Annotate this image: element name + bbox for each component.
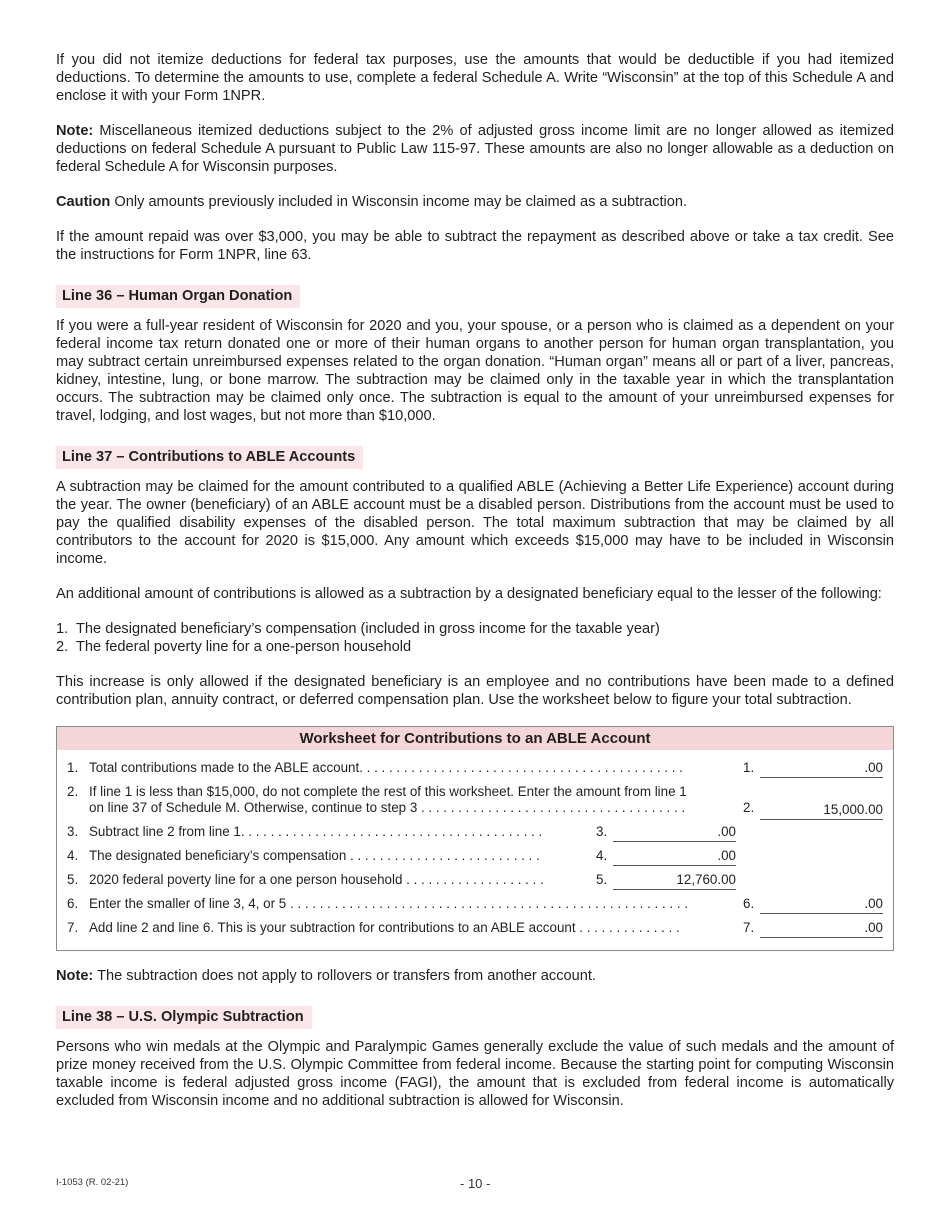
row-description-line-1: If line 1 is less than $15,000, do not complete the rest of this worksheet. Enter the amount from line 1 — [89, 784, 687, 799]
row-description: Add line 2 and line 6. This is your subtraction for contributions to an ABLE account . . . . . . . . . . . . . . — [89, 920, 680, 935]
worksheet-row-4 — [57, 844, 893, 868]
row-number: 1. — [67, 760, 79, 775]
list-item-number: 1. — [56, 621, 69, 637]
worksheet-row-3 — [57, 820, 893, 844]
able-worksheet — [56, 726, 894, 951]
worksheet-row-5 — [57, 868, 893, 892]
line-7-amount-field[interactable]: .00 — [760, 920, 883, 938]
line-label: 7. — [743, 920, 755, 935]
line-label: 3. — [596, 824, 608, 839]
line-label: 4. — [596, 848, 608, 863]
row-description: 2020 federal poverty line for a one person household . . . . . . . . . . . . . . . . . . . — [89, 872, 544, 887]
section-heading-line-38: Line 38 – U.S. Olympic Subtraction — [56, 1006, 312, 1029]
page-number: - 10 - — [460, 1176, 491, 1191]
line-4-amount-field[interactable]: .00 — [613, 848, 736, 866]
line-label: 2. — [743, 800, 755, 815]
note-label: Note: — [56, 968, 94, 984]
line-1-amount-field[interactable]: .00 — [760, 760, 883, 778]
line-37-paragraph-1: A subtraction may be claimed for the amount contributed to a qualified ABLE (Achieving a Better Life Experience) account during the year. The owner (beneficiary) of an ABLE account must be a disabled person. Distributions from the account must be used to pay the qualified disability expenses of the disabled person. The total maximum subtraction that may be claimed by all contributors to the account for 2020 is $15,000. Any amount which exceeds $15,000 may have to be included in Wisconsin income. — [56, 479, 894, 567]
worksheet-title: Worksheet for Contributions to an ABLE Account — [57, 727, 893, 750]
note-text: The subtraction does not apply to rollovers or transfers from another account. — [93, 968, 596, 984]
row-description: Total contributions made to the ABLE account. . . . . . . . . . . . . . . . . . . . . . . . . . . . . . . . . . . . . . . . . . . . — [89, 760, 683, 775]
numbered-list — [56, 620, 894, 656]
row-number: 7. — [67, 920, 79, 935]
line-37-paragraph-2: An additional amount of contributions is allowed as a subtraction by a designated beneficiary equal to the lesser of the following: — [56, 586, 882, 602]
row-description: Subtract line 2 from line 1. . . . . . . . . . . . . . . . . . . . . . . . . . . . . . . . . . . . . . . . . — [89, 824, 543, 839]
note-paragraph — [56, 122, 894, 176]
worksheet-row-2 — [57, 780, 893, 820]
section-heading-line-36: Line 36 – Human Organ Donation — [56, 285, 300, 308]
repayment-paragraph: If the amount repaid was over $3,000, you may be able to subtract the repayment as described above or take a tax credit. See the instructions for Form 1NPR, line 63. — [56, 229, 894, 263]
note-text: Miscellaneous itemized deductions subject to the 2% of adjusted gross income limit are no longer allowed as itemized deductions on federal Schedule A pursuant to Public Law 115-97. These amounts are also no longer allowable as a deduction on federal Schedule A for Wisconsin purposes. — [56, 123, 894, 175]
section-heading-line-37: Line 37 – Contributions to ABLE Accounts — [56, 446, 363, 469]
caution-label: Caution — [56, 194, 111, 210]
line-3-amount-field[interactable]: .00 — [613, 824, 736, 842]
form-identifier: I-1053 (R. 02-21) — [56, 1177, 129, 1188]
list-item-text: The designated beneficiary’s compensation (included in gross income for the taxable year) — [76, 621, 660, 637]
worksheet-row-1 — [57, 756, 893, 780]
line-label: 6. — [743, 896, 755, 911]
row-number: 6. — [67, 896, 79, 911]
document-page — [56, 51, 894, 1127]
row-description — [89, 784, 687, 816]
line-label: 1. — [743, 760, 755, 775]
intro-paragraph: If you did not itemize deductions for federal tax purposes, use the amounts that would be deductible if you had itemized deductions. To determine the amounts to use, complete a federal Schedule A. Write “Wisconsin” at the top of this Schedule A and enclose it with your Form 1NPR. — [56, 52, 894, 104]
row-number: 2. — [67, 784, 79, 799]
list-item-text: The federal poverty line for a one-person household — [76, 639, 412, 655]
caution-text: Only amounts previously included in Wisconsin income may be claimed as a subtraction. — [110, 194, 688, 210]
worksheet-row-7 — [57, 916, 893, 940]
line-6-amount-field[interactable]: .00 — [760, 896, 883, 914]
row-number: 4. — [67, 848, 79, 863]
row-number: 3. — [67, 824, 79, 839]
list-item — [56, 620, 894, 638]
line-36-text: If you were a full-year resident of Wisconsin for 2020 and you, your spouse, or a person who is claimed as a dependent on your federal income tax return donated one or more of their human organs to another person for human organ transplantation, you may subtract certain unreimbursed expenses related to the organ donation. “Human organ” means all or part of a liver, pancreas, kidney, intestine, lung, or bone marrow. The subtraction may be claimed only in the taxable year in which the transplantation occurs. The subtraction may be claimed only once. The subtraction is equal to the amount of your unreimbursed expenses for travel, lodging, and lost wages, but not more than $10,000. — [56, 318, 894, 424]
list-item — [56, 638, 894, 656]
list-item-number: 2. — [56, 639, 69, 655]
line-5-amount-field[interactable]: 12,760.00 — [613, 872, 736, 890]
rollover-note — [56, 967, 894, 985]
row-number: 5. — [67, 872, 79, 887]
caution-paragraph — [56, 193, 894, 211]
worksheet-row-6 — [57, 892, 893, 916]
row-description: The designated beneficiary’s compensation . . . . . . . . . . . . . . . . . . . . . . . . . . — [89, 848, 540, 863]
row-description: Enter the smaller of line 3, 4, or 5 . . . . . . . . . . . . . . . . . . . . . . . . . . . . . . . . . . . . . . . . . . . . . . . . . . . . . . — [89, 896, 689, 911]
note-label: Note: — [56, 123, 94, 139]
line-label: 5. — [596, 872, 608, 887]
line-2-amount-field[interactable]: 15,000.00 — [760, 802, 883, 820]
line-38-text: Persons who win medals at the Olympic and Paralympic Games generally exclude the value of such medals and the amount of prize money received from the U.S. Olympic Committee from federal income. Because the starting point for computing Wisconsin taxable income is federal adjusted gross income (FAGI), the amount that is excluded from federal income is automatically excluded from Wisconsin income and no additional subtraction is allowed for Wisconsin. — [56, 1039, 894, 1109]
row-description-line-2: on line 37 of Schedule M. Otherwise, continue to step 3 . . . . . . . . . . . . . . . . . . . . . . . . . . . . . . . . . . . . — [89, 800, 686, 815]
line-37-paragraph-3: This increase is only allowed if the designated beneficiary is an employee and no contributions have been made to a defined contribution plan, annuity contract, or deferred compensation plan. Use the worksheet below to figure your total subtraction. — [56, 674, 894, 708]
